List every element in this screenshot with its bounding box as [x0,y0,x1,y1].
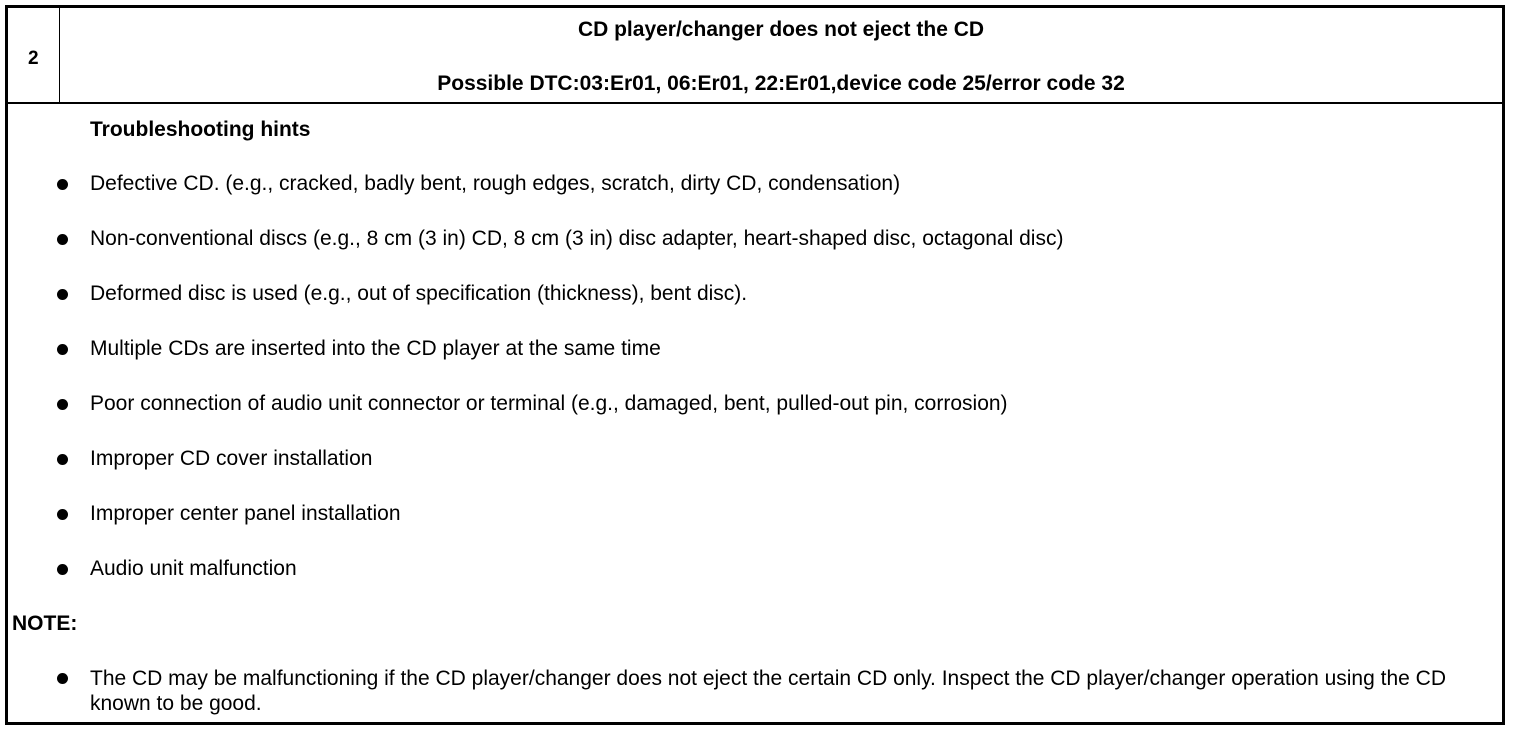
hint-text: Audio unit malfunction [90,557,297,580]
bullet-icon [57,673,68,684]
hint-text: Defective CD. (e.g., cracked, badly bent, rough edges, scratch, dirty CD, condensation) [90,172,901,195]
note-heading: NOTE: [12,612,78,635]
hint-list-item [8,447,1502,477]
hint-list-item [8,557,1502,587]
troubleshooting-table [5,5,1505,725]
bullet-icon [57,454,68,465]
possible-dtc-line: Possible DTC:03:Er01, 06:Er01, 22:Er01,device code 25/error code 32 [437,72,1125,95]
hint-list-item [8,227,1502,257]
hint-list-item [8,282,1502,312]
bullet-icon [57,289,68,300]
hint-list-item [8,337,1502,367]
table-header-row [8,8,1502,104]
bullet-icon [57,509,68,520]
hint-text: Poor connection of audio unit connector or terminal (e.g., damaged, bent, pulled-out pin, corrosion) [90,392,1008,415]
hint-text: Non-conventional discs (e.g., 8 cm (3 in) CD, 8 cm (3 in) disc adapter, heart-shaped disc, octagonal disc) [90,227,1064,250]
bullet-icon [57,399,68,410]
bullet-icon [57,564,68,575]
note-text: The CD may be malfunctioning if the CD player/changer does not eject the certain CD only. Inspect the CD player/changer operation using the CD known to be good. [90,667,1446,715]
hint-text: Improper center panel installation [90,502,401,525]
step-number: 2 [28,48,39,69]
hint-text: Multiple CDs are inserted into the CD player at the same time [90,337,661,360]
bullet-icon [57,234,68,245]
bullet-icon [57,344,68,355]
troubleshooting-hints-heading: Troubleshooting hints [90,118,311,141]
hint-list-item [8,172,1502,202]
hint-text: Deformed disc is used (e.g., out of specification (thickness), bent disc). [90,282,748,305]
hint-text: Improper CD cover installation [90,447,373,470]
bullet-icon [57,179,68,190]
step-number-cell [8,8,60,102]
hint-list-item [8,502,1502,532]
note-list-item [8,666,1502,724]
hint-list-item [8,392,1502,422]
symptom-title: CD player/changer does not eject the CD [577,18,985,41]
